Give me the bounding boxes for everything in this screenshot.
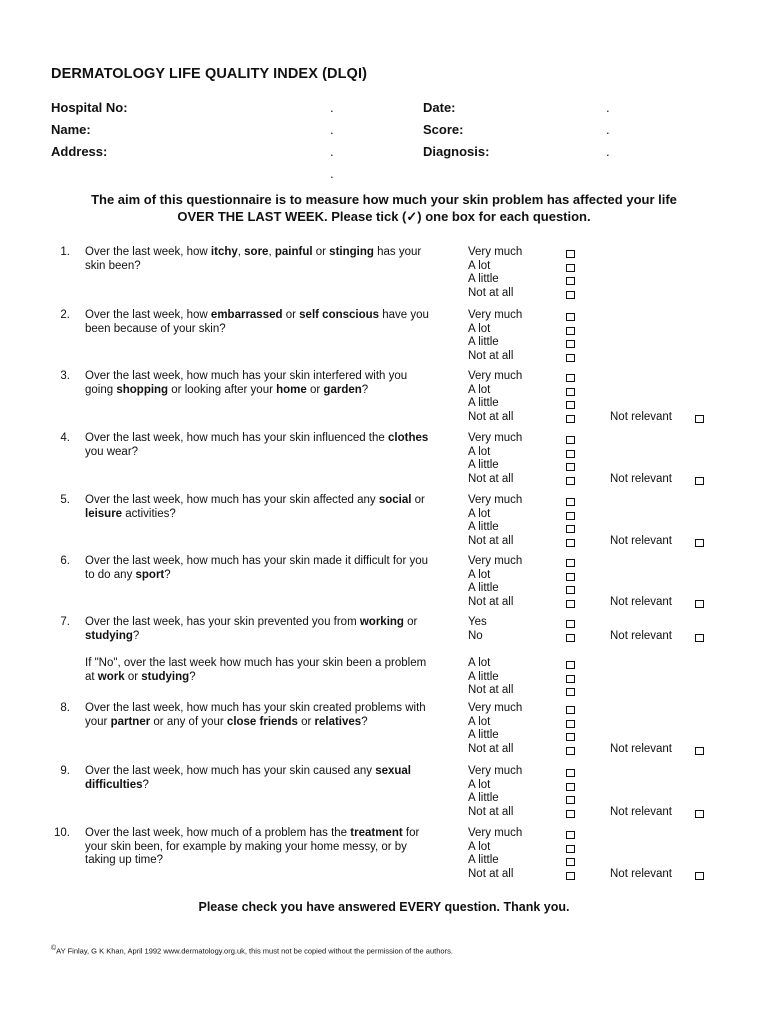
question-2-a-little-checkbox[interactable] — [566, 340, 575, 348]
question-3-option-a-lot-label: A lot — [468, 383, 491, 396]
question-4-option-very-much-label: Very much — [468, 432, 523, 444]
question-7b-text: If "No", over the last week how much has your skin been a problem at work or studying? — [85, 657, 427, 683]
score-field[interactable]: . — [606, 122, 610, 137]
question-8-number: 8. — [60, 702, 70, 714]
question-3-not-relevant-checkbox[interactable] — [695, 415, 704, 423]
question-5-not-at-all-checkbox[interactable] — [566, 539, 575, 547]
question-8-option-a-little-label: A little — [468, 729, 499, 742]
question-10-a-little-checkbox[interactable] — [566, 858, 575, 866]
hospital-no-label: Hospital No: — [51, 100, 128, 115]
question-7b-not-at-all-checkbox[interactable] — [566, 688, 575, 696]
diagnosis-field[interactable]: . — [606, 144, 610, 159]
question-8-not-relevant-label: Not relevant — [610, 743, 673, 756]
question-6-a-little-checkbox[interactable] — [566, 586, 575, 594]
question-9-option-not-at-all-label: Not at all — [468, 806, 514, 819]
question-5-very-much-checkbox[interactable] — [566, 498, 575, 506]
address-field-line2[interactable]: . — [330, 166, 334, 181]
question-8-text: Over the last week, how much has your skin created problems with your partner or any of your close friends or relatives? — [85, 702, 426, 728]
question-6-not-relevant-label: Not relevant — [610, 596, 673, 609]
question-9-option-very-much-label: Very much — [468, 765, 523, 777]
question-8-a-lot-checkbox[interactable] — [566, 720, 575, 728]
question-7-yes-checkbox[interactable] — [566, 620, 575, 628]
question-7-option-no-label: No — [468, 629, 483, 642]
footer-note: Please check you have answered EVERY question. Thank you. — [198, 900, 570, 914]
question-1-a-lot-checkbox[interactable] — [566, 264, 575, 272]
question-7b-option-not-at-all-label: Not at all — [468, 684, 514, 697]
question-3-a-little-checkbox[interactable] — [566, 401, 575, 409]
question-9-option-a-lot-label: A lot — [468, 778, 491, 791]
question-2-option-very-much-label: Very much — [468, 309, 523, 321]
question-10-very-much-checkbox[interactable] — [566, 831, 575, 839]
question-3-option-a-little-label: A little — [468, 397, 499, 410]
name-label: Name: — [51, 122, 91, 137]
question-10-not-relevant-label: Not relevant — [610, 868, 673, 881]
question-5-number: 5. — [60, 494, 70, 506]
question-10-number: 10. — [54, 827, 70, 839]
question-8-a-little-checkbox[interactable] — [566, 733, 575, 741]
question-2-very-much-checkbox[interactable] — [566, 313, 575, 321]
question-7b-option-a-lot-label: A lot — [468, 657, 491, 669]
question-3-option-not-at-all-label: Not at all — [468, 411, 514, 424]
question-2-option-a-lot-label: A lot — [468, 322, 491, 335]
question-9-a-lot-checkbox[interactable] — [566, 783, 575, 791]
question-10-option-not-at-all-label: Not at all — [468, 868, 514, 881]
question-1-not-at-all-checkbox[interactable] — [566, 291, 575, 299]
question-6-very-much-checkbox[interactable] — [566, 559, 575, 567]
question-5-a-little-checkbox[interactable] — [566, 525, 575, 533]
question-4-option-a-little-label: A little — [468, 459, 499, 472]
question-7-text: Over the last week, has your skin prevented you from working or studying? — [85, 616, 418, 642]
question-6-a-lot-checkbox[interactable] — [566, 573, 575, 581]
question-6-option-very-much-label: Very much — [468, 555, 523, 567]
question-8-option-very-much-label: Very much — [468, 702, 523, 714]
question-3-a-lot-checkbox[interactable] — [566, 388, 575, 396]
copyright-text: AY Finlay, G K Khan, April 1992 www.dermatology.org.uk, this must not be copied without the permission of the authors. — [56, 946, 453, 956]
question-3-option-very-much-label: Very much — [468, 370, 523, 382]
question-6-not-relevant-checkbox[interactable] — [695, 600, 704, 608]
question-3-not-at-all-checkbox[interactable] — [566, 415, 575, 423]
question-10-not-relevant-checkbox[interactable] — [695, 872, 704, 880]
question-10-not-at-all-checkbox[interactable] — [566, 872, 575, 880]
question-10-a-lot-checkbox[interactable] — [566, 845, 575, 853]
question-8-not-at-all-checkbox[interactable] — [566, 747, 575, 755]
question-10-option-a-little-label: A little — [468, 854, 499, 867]
page-title: DERMATOLOGY LIFE QUALITY INDEX (DLQI) — [51, 66, 367, 82]
question-2-a-lot-checkbox[interactable] — [566, 327, 575, 335]
question-7-not-relevant-checkbox[interactable] — [695, 634, 704, 642]
question-7b-a-lot-checkbox[interactable] — [566, 661, 575, 669]
question-8-very-much-checkbox[interactable] — [566, 706, 575, 714]
question-4-a-lot-checkbox[interactable] — [566, 450, 575, 458]
question-6-not-at-all-checkbox[interactable] — [566, 600, 575, 608]
question-1-text: Over the last week, how itchy, sore, painful or stinging has your skin been? — [85, 246, 422, 272]
question-4-not-relevant-checkbox[interactable] — [695, 477, 704, 485]
question-7b-option-a-little-label: A little — [468, 670, 499, 683]
question-4-option-not-at-all-label: Not at all — [468, 473, 514, 486]
question-9-text: Over the last week, how much has your skin caused any sexual difficulties? — [85, 765, 412, 791]
address-field[interactable]: . — [330, 144, 334, 159]
question-5-not-relevant-label: Not relevant — [610, 535, 673, 548]
question-6-text: Over the last week, how much has your skin made it difficult for you to do any sport? — [85, 555, 429, 581]
diagnosis-label: Diagnosis: — [423, 144, 490, 159]
question-5-a-lot-checkbox[interactable] — [566, 512, 575, 520]
question-8-option-a-lot-label: A lot — [468, 715, 491, 728]
address-label: Address: — [51, 144, 108, 159]
question-9-very-much-checkbox[interactable] — [566, 769, 575, 777]
question-5-option-not-at-all-label: Not at all — [468, 535, 514, 548]
question-4-not-relevant-label: Not relevant — [610, 473, 673, 486]
question-4-very-much-checkbox[interactable] — [566, 436, 575, 444]
question-5-option-very-much-label: Very much — [468, 494, 523, 506]
question-7b-a-little-checkbox[interactable] — [566, 675, 575, 683]
question-1-option-very-much-label: Very much — [468, 246, 523, 258]
question-8-not-relevant-checkbox[interactable] — [695, 747, 704, 755]
question-5-option-a-lot-label: A lot — [468, 507, 491, 520]
question-1-option-a-lot-label: A lot — [468, 259, 491, 272]
question-3-text: Over the last week, how much has your skin interfered with you going shopping or looking after your home or garden? — [85, 370, 408, 396]
question-2-option-a-little-label: A little — [468, 336, 499, 349]
intro-line-2: OVER THE LAST WEEK. Please tick (✓) one box for each question. — [177, 209, 591, 224]
hospital-no-field[interactable]: . — [330, 100, 334, 115]
question-9-not-relevant-label: Not relevant — [610, 806, 673, 819]
question-4-not-at-all-checkbox[interactable] — [566, 477, 575, 485]
name-field[interactable]: . — [330, 122, 334, 137]
question-9-not-relevant-checkbox[interactable] — [695, 810, 704, 818]
question-1-a-little-checkbox[interactable] — [566, 277, 575, 285]
question-5-text: Over the last week, how much has your skin affected any social or leisure activities? — [85, 494, 425, 520]
question-4-option-a-lot-label: A lot — [468, 445, 491, 458]
question-2-number: 2. — [60, 309, 70, 321]
question-6-option-a-little-label: A little — [468, 582, 499, 595]
question-5-not-relevant-checkbox[interactable] — [695, 539, 704, 547]
copyright-symbol: © — [51, 945, 57, 952]
question-6-option-not-at-all-label: Not at all — [468, 596, 514, 609]
question-9-option-a-little-label: A little — [468, 792, 499, 805]
intro-line-1: The aim of this questionnaire is to measure how much your skin problem has affected your life — [91, 192, 677, 207]
question-3-number: 3. — [60, 370, 70, 382]
question-7-not-relevant-label: Not relevant — [610, 629, 673, 642]
question-2-not-at-all-checkbox[interactable] — [566, 354, 575, 362]
question-1-option-not-at-all-label: Not at all — [468, 287, 514, 300]
question-1-very-much-checkbox[interactable] — [566, 250, 575, 258]
question-7-no-checkbox[interactable] — [566, 634, 575, 642]
date-field[interactable]: . — [606, 100, 610, 115]
score-label: Score: — [423, 122, 464, 137]
question-2-option-not-at-all-label: Not at all — [468, 350, 514, 363]
question-10-text: Over the last week, how much of a problem has the treatment for your skin been, for example by making your home messy, or by taking up time? — [85, 827, 420, 867]
question-6-number: 6. — [60, 555, 70, 567]
question-10-option-very-much-label: Very much — [468, 827, 523, 839]
question-9-number: 9. — [60, 765, 70, 777]
question-5-option-a-little-label: A little — [468, 521, 499, 534]
question-8-option-not-at-all-label: Not at all — [468, 743, 514, 756]
question-3-not-relevant-label: Not relevant — [610, 411, 673, 424]
question-7-option-yes-label: Yes — [468, 616, 487, 628]
question-4-number: 4. — [60, 432, 70, 444]
copyright — [51, 945, 453, 956]
question-9-a-little-checkbox[interactable] — [566, 796, 575, 804]
question-1-option-a-little-label: A little — [468, 273, 499, 286]
question-7-number: 7. — [60, 616, 70, 628]
date-label: Date: — [423, 100, 456, 115]
question-2-text: Over the last week, how embarrassed or self conscious have you been because of your skin? — [85, 309, 429, 335]
question-4-a-little-checkbox[interactable] — [566, 463, 575, 471]
question-6-option-a-lot-label: A lot — [468, 568, 491, 581]
question-4-text: Over the last week, how much has your skin influenced the clothes you wear? — [85, 432, 429, 458]
question-3-very-much-checkbox[interactable] — [566, 374, 575, 382]
question-9-not-at-all-checkbox[interactable] — [566, 810, 575, 818]
question-1-number: 1. — [60, 246, 70, 258]
question-10-option-a-lot-label: A lot — [468, 840, 491, 853]
